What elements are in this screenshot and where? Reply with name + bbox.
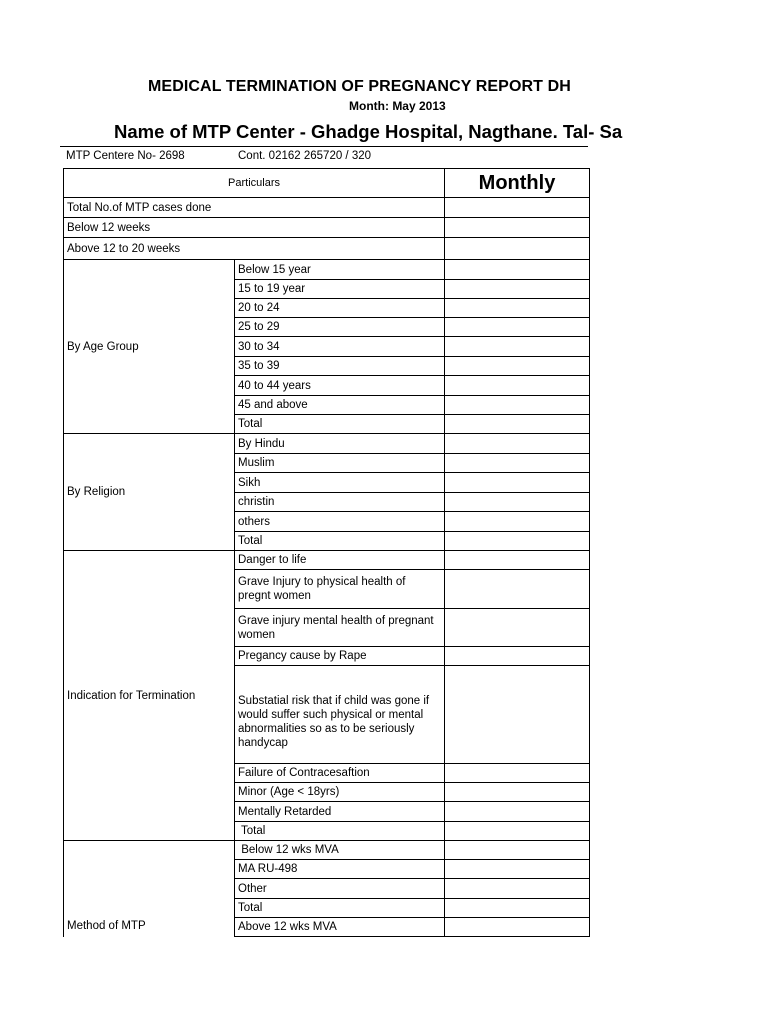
table-header-row xyxy=(64,169,590,198)
value-cell[interactable] xyxy=(445,609,590,647)
indication-item: Failure of Contracesaftion xyxy=(235,764,445,783)
indication-item: Substatial risk that if child was gone if would suffer such physical or mental abnormalities so as to be seriously handycap xyxy=(235,666,445,764)
value-cell[interactable] xyxy=(445,512,590,532)
religion-item: others xyxy=(235,512,445,532)
table-row xyxy=(64,551,590,570)
method-item: Above 12 wks MVA xyxy=(235,918,445,937)
group-label-indication: Indication for Termination xyxy=(64,551,235,841)
value-cell[interactable] xyxy=(445,802,590,822)
value-cell[interactable] xyxy=(445,551,590,570)
value-cell[interactable] xyxy=(445,376,590,396)
value-cell[interactable] xyxy=(445,415,590,434)
report-title: MEDICAL TERMINATION OF PREGNANCY REPORT DH xyxy=(148,78,571,95)
indication-item: Minor (Age < 18yrs) xyxy=(235,783,445,802)
value-cell[interactable] xyxy=(445,918,590,937)
row-label-below-12: Below 12 weeks xyxy=(64,218,445,238)
value-cell[interactable] xyxy=(445,454,590,473)
group-label-religion: By Religion xyxy=(64,434,235,551)
religion-item: By Hindu xyxy=(235,434,445,454)
religion-total: Total xyxy=(235,532,445,551)
value-cell[interactable] xyxy=(445,841,590,860)
indication-item: Grave Injury to physical health of pregnt women xyxy=(235,570,445,609)
value-cell[interactable] xyxy=(445,666,590,764)
header-particulars: Particulars xyxy=(64,169,445,198)
value-cell[interactable] xyxy=(445,764,590,783)
age-item: 35 to 39 xyxy=(235,357,445,376)
header-monthly: Monthly xyxy=(445,169,590,198)
value-cell[interactable] xyxy=(445,570,590,609)
age-item: 40 to 44 years xyxy=(235,376,445,396)
age-total: Total xyxy=(235,415,445,434)
value-cell[interactable] xyxy=(445,434,590,454)
value-cell[interactable] xyxy=(445,532,590,551)
value-cell[interactable] xyxy=(445,218,590,238)
header-divider xyxy=(60,146,588,147)
indication-total: Total xyxy=(235,822,445,841)
value-cell[interactable] xyxy=(445,260,590,280)
table-row xyxy=(64,198,590,218)
value-cell[interactable] xyxy=(445,879,590,899)
table-row xyxy=(64,841,590,860)
row-label-total-cases: Total No.of MTP cases done xyxy=(64,198,445,218)
center-name: Name of MTP Center - Ghadge Hospital, Nagthane. Tal- Sa xyxy=(114,121,623,142)
report-month: Month: May 2013 xyxy=(349,99,446,113)
mtp-report-table xyxy=(63,168,590,937)
age-item: 20 to 24 xyxy=(235,299,445,318)
table-row xyxy=(64,218,590,238)
indication-item: Danger to life xyxy=(235,551,445,570)
method-item: MA RU-498 xyxy=(235,860,445,879)
group-label-age: By Age Group xyxy=(64,260,235,434)
age-item: 25 to 29 xyxy=(235,318,445,337)
value-cell[interactable] xyxy=(445,318,590,337)
value-cell[interactable] xyxy=(445,280,590,299)
group-label-method: Method of MTP xyxy=(64,841,235,937)
value-cell[interactable] xyxy=(445,198,590,218)
indication-item: Pregancy cause by Rape xyxy=(235,647,445,666)
row-label-above-12-20: Above 12 to 20 weeks xyxy=(64,238,445,260)
indication-item: Mentally Retarded xyxy=(235,802,445,822)
value-cell[interactable] xyxy=(445,783,590,802)
method-item: Other xyxy=(235,879,445,899)
value-cell[interactable] xyxy=(445,860,590,879)
method-total: Total xyxy=(235,899,445,918)
method-item: Below 12 wks MVA xyxy=(235,841,445,860)
age-item: 45 and above xyxy=(235,396,445,415)
value-cell[interactable] xyxy=(445,899,590,918)
centre-number: MTP Centere No- 2698 xyxy=(66,150,185,162)
value-cell[interactable] xyxy=(445,238,590,260)
value-cell[interactable] xyxy=(445,337,590,357)
table-row xyxy=(64,434,590,454)
age-item: Below 15 year xyxy=(235,260,445,280)
contact-number: Cont. 02162 265720 / 320 xyxy=(238,150,372,162)
table-row xyxy=(64,238,590,260)
indication-item: Grave injury mental health of pregnant women xyxy=(235,609,445,647)
religion-item: christin xyxy=(235,493,445,512)
religion-item: Muslim xyxy=(235,454,445,473)
value-cell[interactable] xyxy=(445,357,590,376)
value-cell[interactable] xyxy=(445,822,590,841)
value-cell[interactable] xyxy=(445,396,590,415)
value-cell[interactable] xyxy=(445,647,590,666)
table-row xyxy=(64,260,590,280)
age-item: 15 to 19 year xyxy=(235,280,445,299)
value-cell[interactable] xyxy=(445,493,590,512)
age-item: 30 to 34 xyxy=(235,337,445,357)
religion-item: Sikh xyxy=(235,473,445,493)
value-cell[interactable] xyxy=(445,473,590,493)
value-cell[interactable] xyxy=(445,299,590,318)
